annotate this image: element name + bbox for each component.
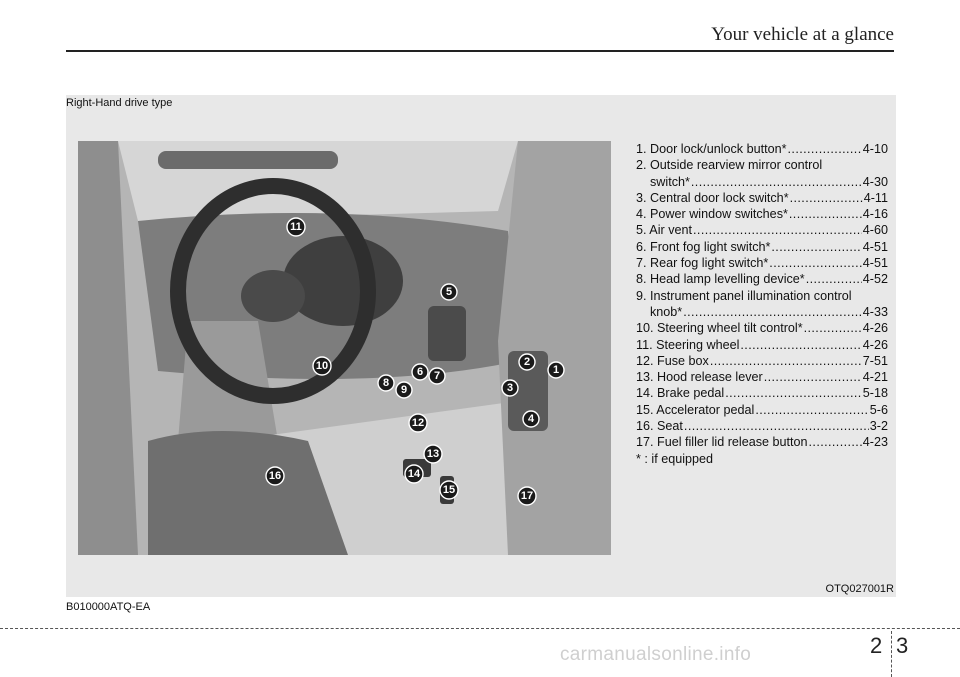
legend-item: 6. Front fog light switch* ..... 4-51 xyxy=(636,239,888,255)
legend-note: * : if equipped xyxy=(636,451,714,466)
air-vent xyxy=(428,306,466,361)
callout-11 xyxy=(287,218,305,236)
component-legend xyxy=(636,141,888,467)
svg-text:4: 4 xyxy=(527,413,535,425)
svg-text:8: 8 xyxy=(382,377,390,389)
svg-text:5: 5 xyxy=(445,286,453,298)
steering-hub xyxy=(241,270,305,322)
legend-item: 3. Central door lock switch* ..... 4-11 xyxy=(636,190,888,206)
cockpit-illustration xyxy=(78,141,611,555)
legend-item-cont: knob* ..... 4-33 xyxy=(636,304,888,320)
callout-13 xyxy=(424,445,442,463)
header-rule xyxy=(66,50,894,52)
legend-item: 15. Accelerator pedal ..... 5-6 xyxy=(636,402,888,418)
page-number-separator xyxy=(891,631,892,677)
legend-item: 12. Fuse box ..... 7-51 xyxy=(636,353,888,369)
legend-item: 1. Door lock/unlock button* ..... 4-10 xyxy=(636,141,888,157)
legend-item: 14. Brake pedal ..... 5-18 xyxy=(636,385,888,401)
callout-14 xyxy=(405,465,423,483)
callout-4 xyxy=(523,411,539,427)
section-code: B010000ATQ-EA xyxy=(66,601,151,613)
callout-10 xyxy=(313,357,331,375)
legend-item: 9. Instrument panel illumination control xyxy=(636,288,852,303)
legend-item: 2. Outside rearview mirror control xyxy=(636,158,823,173)
legend-item: 8. Head lamp levelling device* ..... 4-52 xyxy=(636,271,888,287)
legend-item: 11. Steering wheel ..... 4-26 xyxy=(636,337,888,353)
legend-item: 10. Steering wheel tilt control* ..... 4-26 xyxy=(636,320,888,336)
legend-item: 7. Rear fog light switch* ..... 4-51 xyxy=(636,255,888,271)
footer-rule xyxy=(0,628,960,629)
page-number-page: 3 xyxy=(896,633,909,658)
legend-item: 13. Hood release lever ..... 4-21 xyxy=(636,369,888,385)
callout-9 xyxy=(396,382,412,398)
svg-text:16: 16 xyxy=(268,470,282,482)
callout-1 xyxy=(548,362,564,378)
watermark: carmanualsonline.info xyxy=(560,644,752,665)
legend-item: 17. Fuel filler lid release button ..... 4-23 xyxy=(636,434,888,450)
callout-3 xyxy=(502,380,518,396)
image-code: OTQ027001R xyxy=(825,583,894,595)
svg-text:2: 2 xyxy=(523,356,531,368)
svg-text:13: 13 xyxy=(426,448,440,460)
callout-7 xyxy=(429,368,445,384)
drive-type-label: Right-Hand drive type xyxy=(66,97,173,109)
callout-2 xyxy=(519,354,535,370)
header-title: Your vehicle at a glance xyxy=(711,24,894,45)
instrument-cluster xyxy=(283,236,403,326)
svg-text:9: 9 xyxy=(400,384,408,396)
callout-6 xyxy=(412,364,428,380)
callout-12 xyxy=(409,414,427,432)
svg-text:3: 3 xyxy=(506,382,514,394)
svg-text:10: 10 xyxy=(315,360,329,372)
svg-text:15: 15 xyxy=(442,484,456,496)
callout-17 xyxy=(518,487,536,505)
callout-8 xyxy=(378,375,394,391)
svg-text:12: 12 xyxy=(411,417,425,429)
page-number-chapter: 2 xyxy=(870,633,883,658)
svg-text:11: 11 xyxy=(290,221,302,233)
callout-16 xyxy=(266,467,284,485)
callout-5 xyxy=(441,284,457,300)
legend-item: 5. Air vent ..... 4-60 xyxy=(636,222,888,238)
rearview-mirror xyxy=(158,151,338,169)
legend-item-cont: switch* ..... 4-30 xyxy=(636,174,888,190)
callout-15 xyxy=(440,481,458,499)
right-door xyxy=(498,141,611,555)
legend-item: 16. Seat ..... 3-2 xyxy=(636,418,888,434)
svg-text:17: 17 xyxy=(520,490,534,502)
svg-text:6: 6 xyxy=(416,366,424,378)
cockpit-drawing xyxy=(78,141,611,555)
svg-text:1: 1 xyxy=(552,364,560,376)
svg-text:7: 7 xyxy=(433,370,441,382)
legend-item: 4. Power window switches* ..... 4-16 xyxy=(636,206,888,222)
svg-text:14: 14 xyxy=(407,468,421,480)
